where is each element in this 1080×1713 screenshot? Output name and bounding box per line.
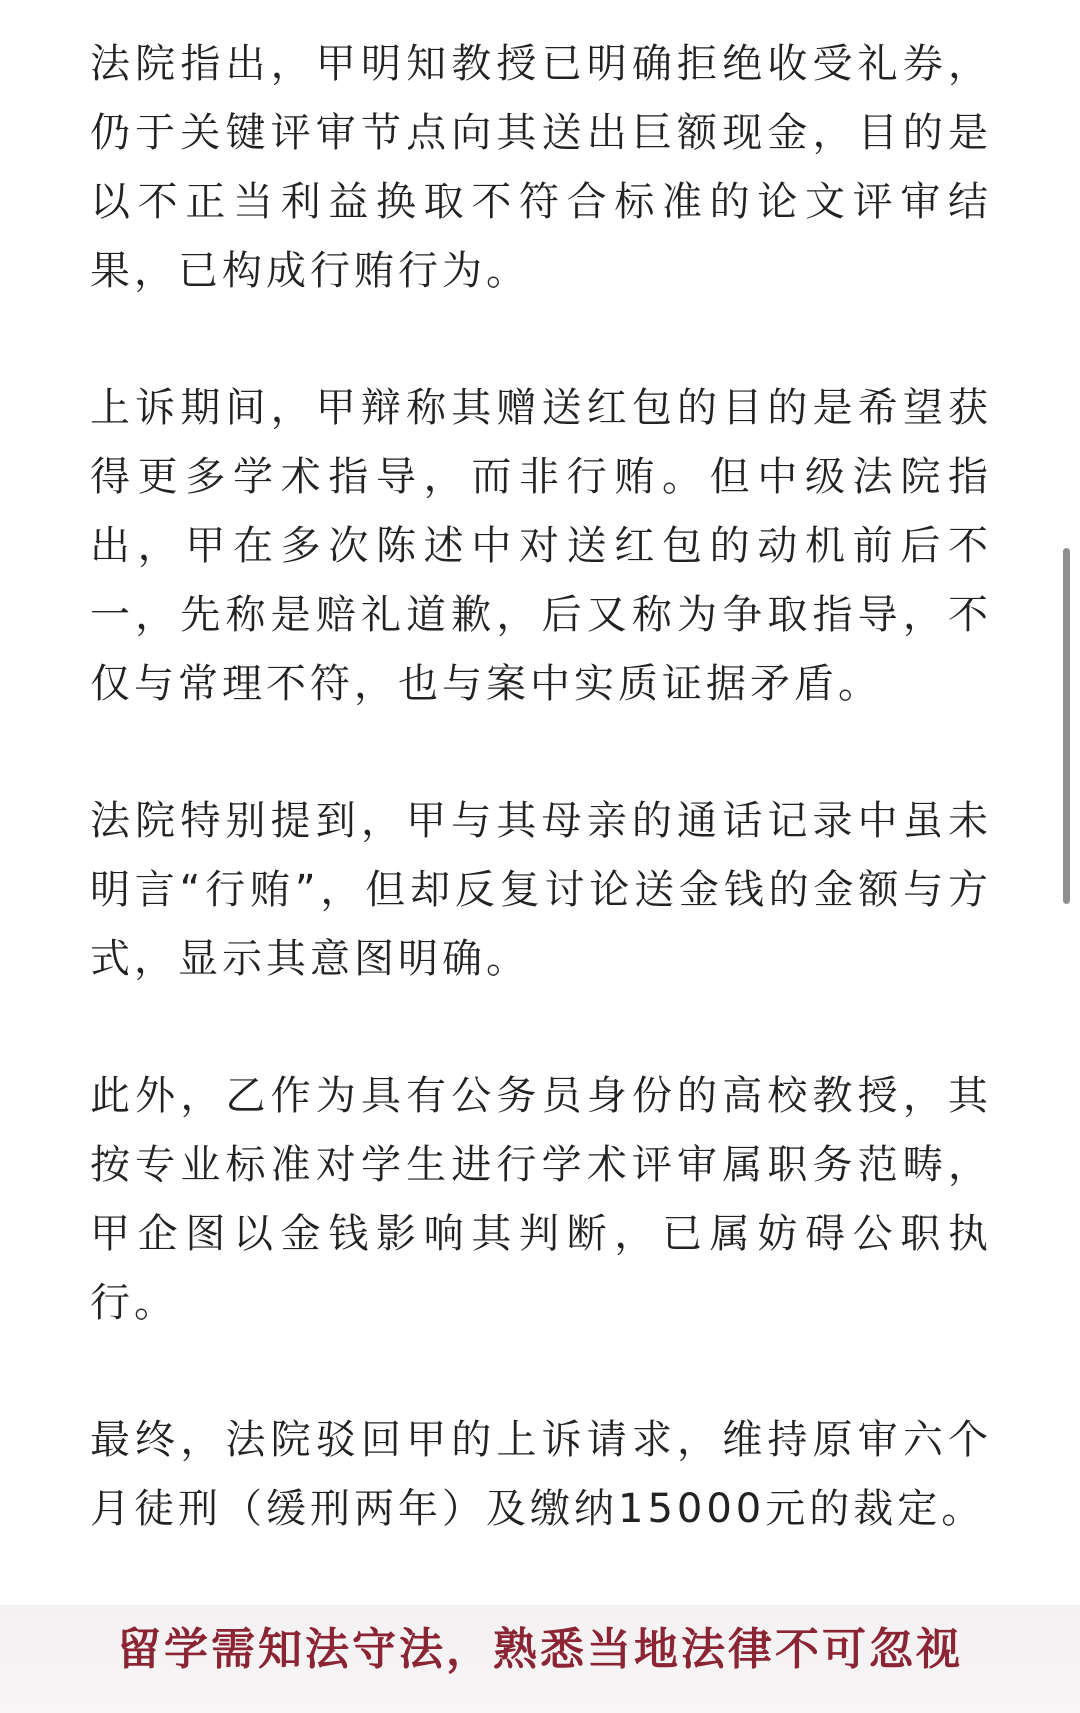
scrollbar-thumb[interactable] [1063, 548, 1070, 904]
article-paragraph: 最终，法院驳回甲的上诉请求，维持原审六个月徒刑（缓刑两年）及缴纳15000元的裁定。 [90, 1417, 992, 1532]
section-headline: 留学需知法守法，熟悉当地法律不可忽视 [117, 1624, 963, 1675]
article-body [90, 30, 992, 1544]
article-paragraph: 此外，乙作为具有公务员身份的高校教授，其按专业标准对学生进行学术评审属职务范畴，甲企图以金钱影响其判断，已属妨碍公职执行。 [90, 1073, 992, 1326]
article-paragraph: 上诉期间，甲辩称其赠送红包的目的是希望获得更多学术指导，而非行贿。但中级法院指出，甲在多次陈述中对送红包的动机前后不一，先称是赔礼道歉，后又称为争取指导，不仅与常理不符，也与案中实质证据矛盾。 [90, 385, 992, 707]
article-paragraph: 法院特别提到，甲与其母亲的通话记录中虽未明言“行贿”，但却反复讨论送金钱的金额与方式，显示其意图明确。 [90, 798, 992, 982]
article-paragraph: 法院指出，甲明知教授已明确拒绝收受礼券，仍于关键评审节点向其送出巨额现金，目的是以不正当利益换取不符合标准的论文评审结果，已构成行贿行为。 [90, 41, 992, 294]
